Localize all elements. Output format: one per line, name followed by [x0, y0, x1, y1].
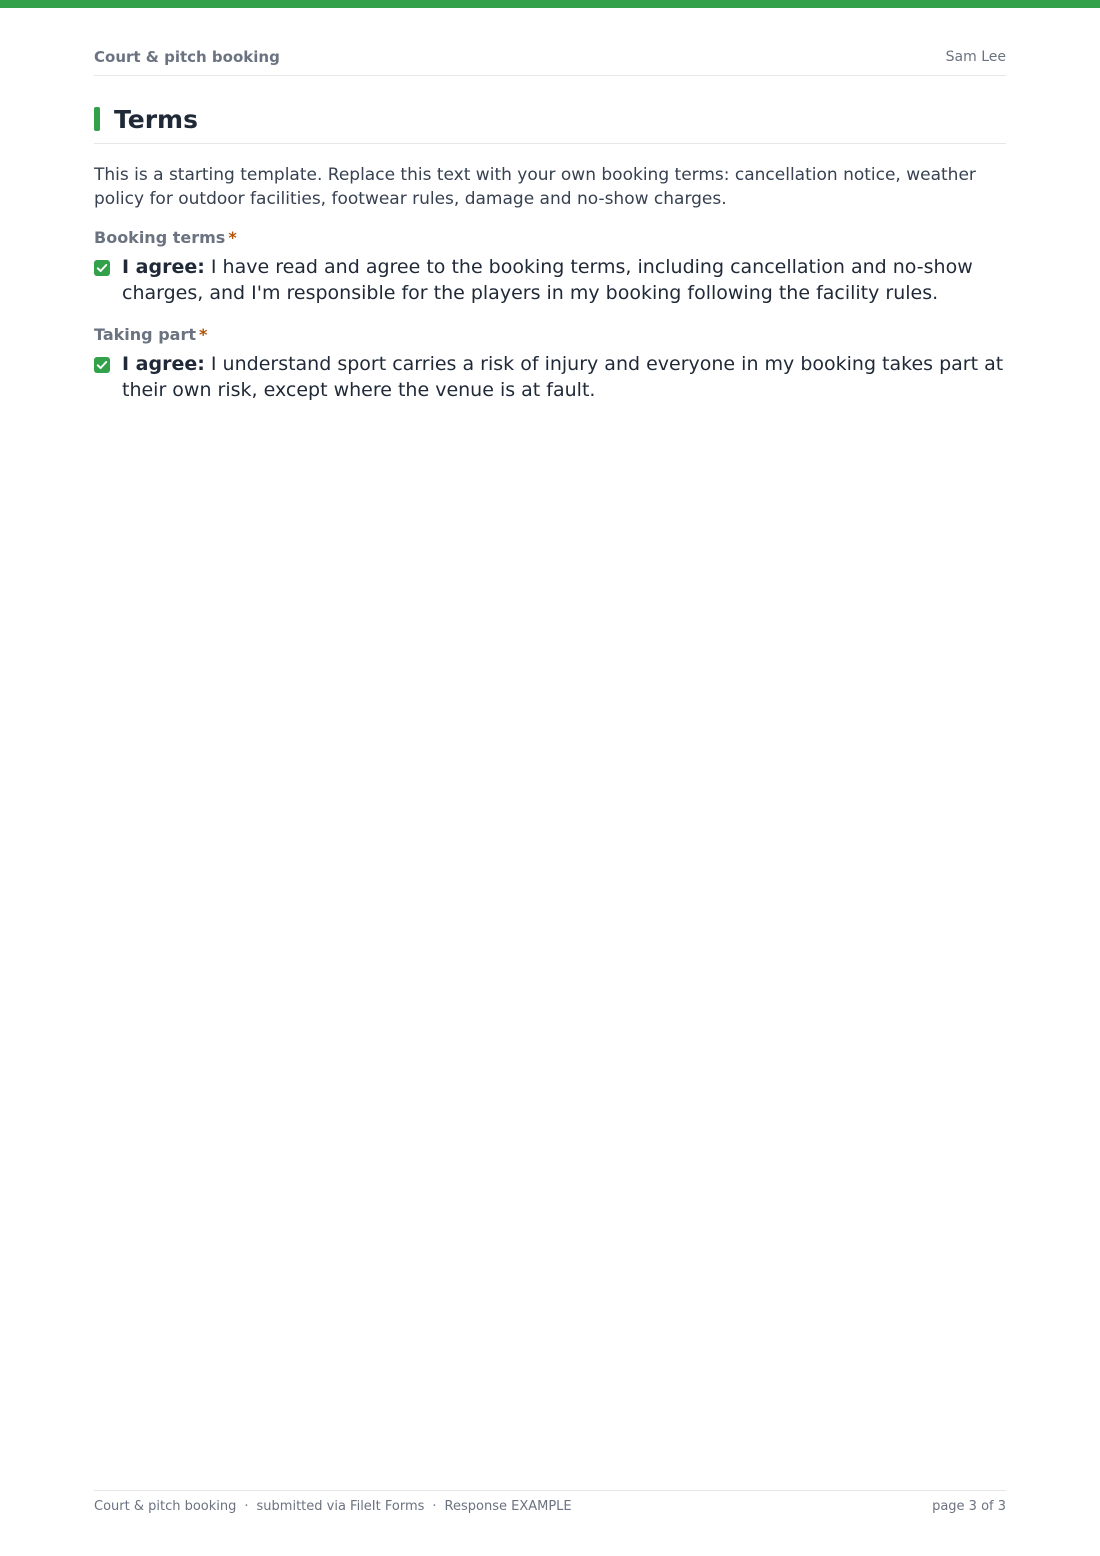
required-marker: *	[198, 325, 208, 344]
page-header	[94, 47, 1006, 76]
top-accent-bar	[0, 0, 1100, 8]
agree-text: I understand sport carries a risk of injury and everyone in my booking takes part at their own risk, except where the venue is at fault.	[122, 353, 1004, 401]
field-label-text: Booking terms	[94, 228, 226, 247]
field-label	[94, 228, 1006, 248]
agreement-row	[94, 254, 1006, 306]
agree-text: I have read and agree to the booking terms, including cancellation and no-show charges, and I'm responsible for the players in my booking following the facility rules.	[122, 256, 973, 304]
footer-separator: ·	[432, 1499, 437, 1514]
form-title: Court & pitch booking	[94, 48, 280, 66]
footer-response: Response EXAMPLE	[444, 1499, 572, 1514]
page-footer	[94, 1490, 1006, 1514]
required-marker: *	[228, 228, 237, 247]
footer-submitted: submitted via FileIt Forms	[256, 1499, 425, 1514]
footer-separator: ·	[244, 1499, 249, 1514]
section-title: Terms	[114, 105, 198, 134]
footer-form-name: Court & pitch booking	[94, 1499, 237, 1514]
agreement-row	[94, 351, 1006, 403]
section-heading	[94, 104, 1006, 144]
section-intro: This is a starting template. Replace this text with your own booking terms: cancellation notice, weather policy for outdoor facilities, footwear rules, damage and no-show charges.	[94, 165, 976, 209]
checkbox-checked-icon[interactable]	[94, 260, 110, 276]
field-label-text: Taking part	[94, 325, 196, 344]
respondent-name: Sam Lee	[945, 49, 1006, 65]
footer-info	[94, 1499, 572, 1514]
field-booking-terms	[94, 228, 1006, 306]
field-label	[94, 325, 1006, 345]
field-taking-part	[94, 325, 1006, 403]
checkbox-checked-icon[interactable]	[94, 357, 110, 373]
section-accent-bar	[94, 107, 100, 131]
agree-label: I agree:	[122, 353, 205, 375]
page-number: page 3 of 3	[932, 1499, 1006, 1514]
agree-label: I agree:	[122, 256, 205, 278]
